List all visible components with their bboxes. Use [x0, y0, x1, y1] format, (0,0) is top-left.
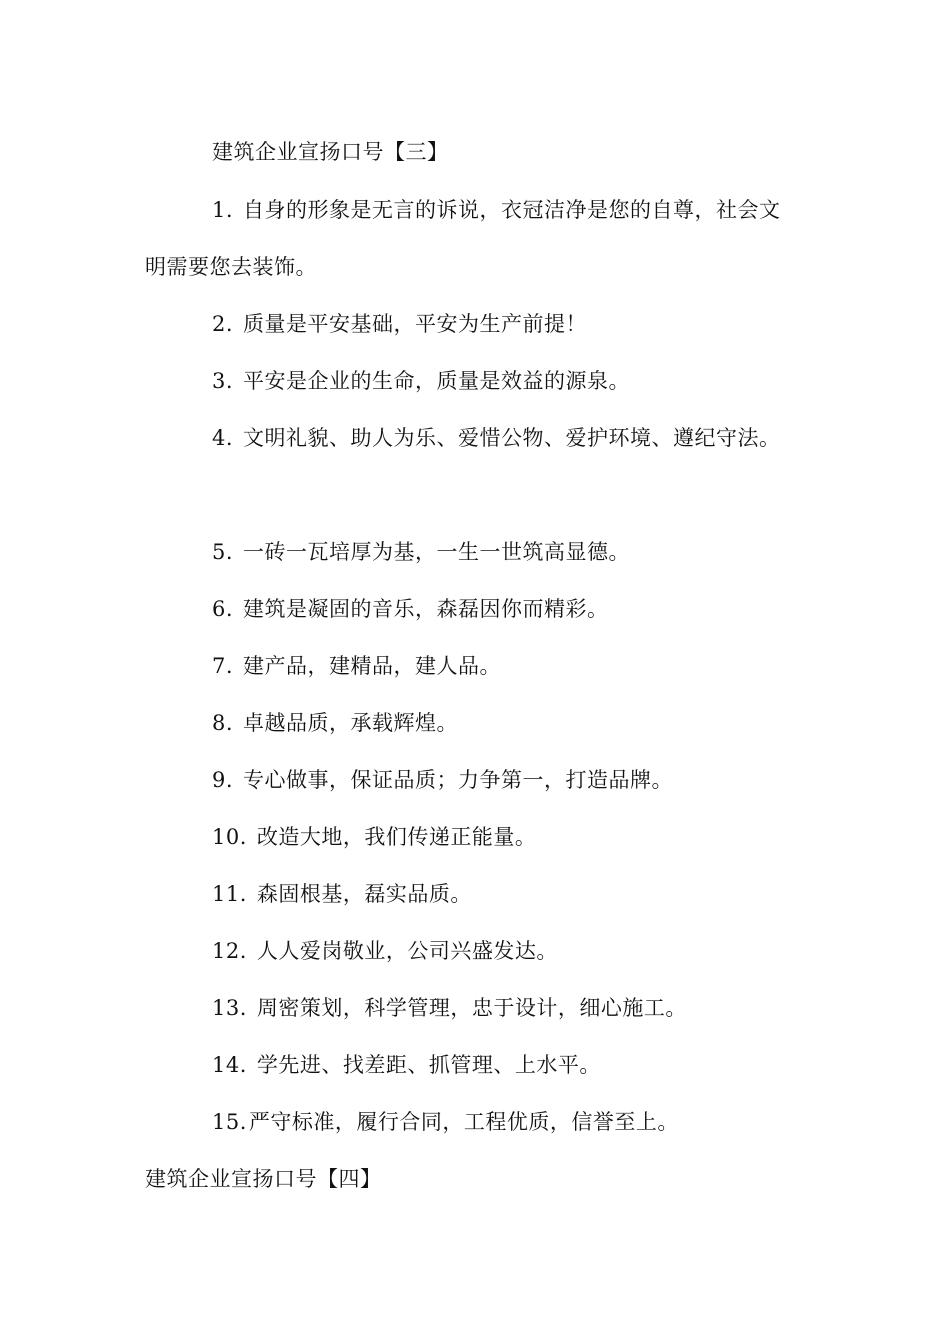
list-item	[212, 196, 781, 224]
item-number: 6.	[212, 597, 234, 621]
item-text: 文明礼貌、助人为乐、爱惜公物、爱护环境、遵纪守法。	[243, 426, 781, 450]
item-text: 周密策划，科学管理，忠于设计，细心施工。	[256, 996, 687, 1020]
list-item	[212, 823, 536, 851]
item-number: 9.	[212, 768, 234, 792]
list-item-continuation: 明需要您去装饰。	[145, 255, 317, 279]
section-3-heading: 建筑企业宣扬口号【三】	[212, 140, 449, 164]
item-text: 人人爱岗敬业，公司兴盛发达。	[256, 939, 558, 963]
item-text: 建筑是凝固的音乐，森磊因你而精彩。	[243, 597, 609, 621]
item-text: 平安是企业的生命，质量是效益的源泉。	[243, 369, 631, 393]
list-item	[212, 367, 630, 395]
item-number: 8.	[212, 711, 234, 735]
item-number: 3.	[212, 369, 234, 393]
list-item	[212, 652, 501, 680]
list-item	[212, 424, 781, 452]
item-text: 质量是平安基础，平安为生产前提！	[243, 312, 588, 336]
list-item	[212, 766, 673, 794]
item-number: 10.	[212, 825, 247, 849]
list-item	[212, 1051, 601, 1079]
item-text: 卓越品质，承载辉煌。	[243, 711, 459, 735]
list-item	[212, 709, 458, 737]
item-text: 改造大地，我们传递正能量。	[256, 825, 537, 849]
item-number: 1.	[212, 198, 234, 222]
section-4-heading: 建筑企业宣扬口号【四】	[145, 1167, 382, 1191]
item-text: 专心做事，保证品质；力争第一，打造品牌。	[243, 768, 674, 792]
item-text: 严守标准，履行合同，工程优质，信誉至上。	[248, 1110, 679, 1134]
item-text: 一砖一瓦培厚为基，一生一世筑高显德。	[243, 540, 631, 564]
item-text: 建产品，建精品，建人品。	[243, 654, 502, 678]
item-number: 12.	[212, 939, 247, 963]
item-number: 11.	[212, 882, 247, 906]
list-item	[212, 994, 687, 1022]
list-item	[212, 937, 558, 965]
item-number: 14.	[212, 1053, 247, 1077]
list-item	[212, 880, 472, 908]
item-number: 13.	[212, 996, 247, 1020]
list-item	[212, 538, 630, 566]
list-item	[212, 595, 609, 623]
item-text: 森固根基，磊实品质。	[256, 882, 472, 906]
list-item	[212, 310, 587, 338]
list-item	[212, 1108, 679, 1136]
item-text: 自身的形象是无言的诉说，衣冠洁净是您的自尊，社会文	[243, 198, 781, 222]
item-number: 15.	[212, 1110, 247, 1134]
item-number: 7.	[212, 654, 234, 678]
item-number: 4.	[212, 426, 234, 450]
item-number: 5.	[212, 540, 234, 564]
item-number: 2.	[212, 312, 234, 336]
item-text: 学先进、找差距、抓管理、上水平。	[256, 1053, 601, 1077]
